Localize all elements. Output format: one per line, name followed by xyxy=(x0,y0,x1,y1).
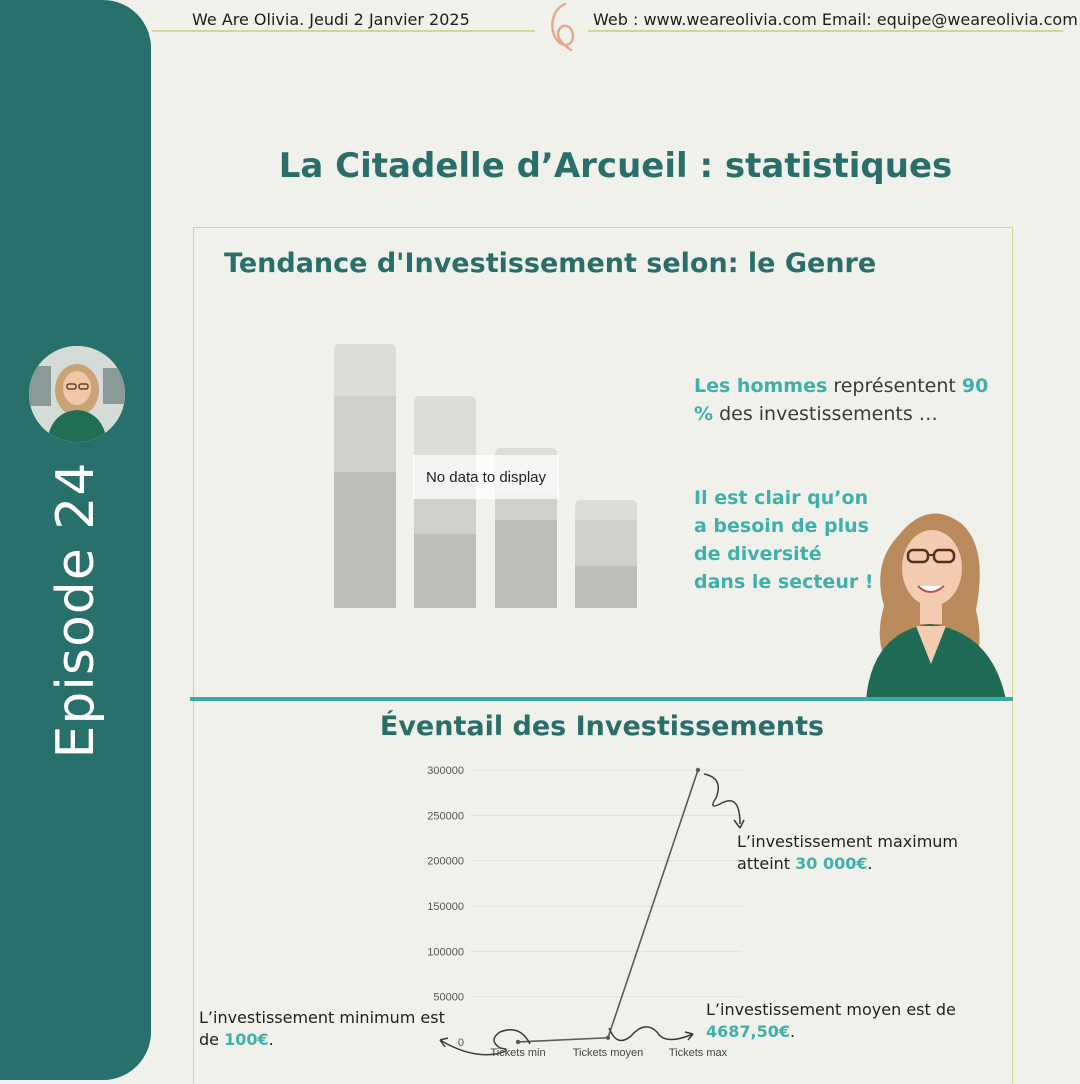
diversity-callout xyxy=(694,484,874,596)
callout-line-3: de diversité xyxy=(694,543,822,565)
arrow-avg-icon xyxy=(605,1016,700,1050)
callout-line-4: dans le secteur ! xyxy=(694,571,874,593)
gender-stat-text xyxy=(694,372,1004,428)
y-tick-label: 150000 xyxy=(427,901,464,913)
stat-highlight-percent: % xyxy=(694,403,714,425)
annotation-max: L’investissement maximum atteint 30 000€. xyxy=(737,832,959,873)
annotation-min: L’investissement minimum est de 100€. xyxy=(199,1008,445,1049)
annotation-avg-value: 4687,50€ xyxy=(706,1022,791,1041)
placeholder-bar-2 xyxy=(414,396,476,608)
stat-highlight-90: 90 xyxy=(961,375,989,397)
annotation-avg: L’investissement moyen est de 4687,50€. xyxy=(706,1000,956,1041)
placeholder-bar-1 xyxy=(334,344,396,608)
y-tick-label: 300000 xyxy=(427,765,464,777)
placeholder-bar-4 xyxy=(575,500,637,608)
avatar xyxy=(29,346,125,442)
callout-line-1: Il est clair qu’on xyxy=(694,487,869,509)
olivia-illustration xyxy=(858,506,1014,700)
header-date: We Are Olivia. Jeudi 2 Janvier 2025 xyxy=(192,10,470,29)
header-rule-left xyxy=(152,30,535,32)
x-tick-label: Tickets max xyxy=(668,1047,728,1059)
annotation-min-value: 100€ xyxy=(224,1030,269,1049)
y-tick-label: 200000 xyxy=(427,855,464,868)
annotation-max-value: 30 000€ xyxy=(795,854,868,873)
logo-icon xyxy=(543,0,581,54)
arrow-max-icon xyxy=(700,770,750,832)
page-title: La Citadelle d’Arcueil : statistiques xyxy=(278,146,953,186)
y-tick-label: 0 xyxy=(457,1037,464,1049)
sidebar xyxy=(0,0,151,1080)
no-data-label: No data to display xyxy=(413,455,559,499)
stat-text-1: représentent xyxy=(827,375,962,397)
y-tick-label: 50000 xyxy=(433,991,464,1004)
episode-label: Episode 24 xyxy=(46,461,106,759)
stat-text-2: des investissements … xyxy=(713,403,938,425)
x-tick-label: Tickets min xyxy=(490,1047,546,1059)
y-tick-label: 250000 xyxy=(427,810,464,823)
header-rule-right xyxy=(588,30,1063,32)
y-tick-label: 100000 xyxy=(427,946,464,959)
section-gender-title: Tendance d'Investissement selon: le Genre xyxy=(224,248,877,279)
x-tick-label: Tickets moyen xyxy=(572,1047,644,1059)
callout-line-2: a besoin de plus xyxy=(694,515,869,537)
section-range-title: Éventail des Investissements xyxy=(379,711,825,742)
avatar-illustration xyxy=(29,346,125,442)
section-divider xyxy=(190,697,1013,701)
header-contact: Web : www.weareolivia.com Email: equipe@weareolivia.com xyxy=(593,10,1078,29)
stat-highlight-men: Les hommes xyxy=(694,375,828,397)
